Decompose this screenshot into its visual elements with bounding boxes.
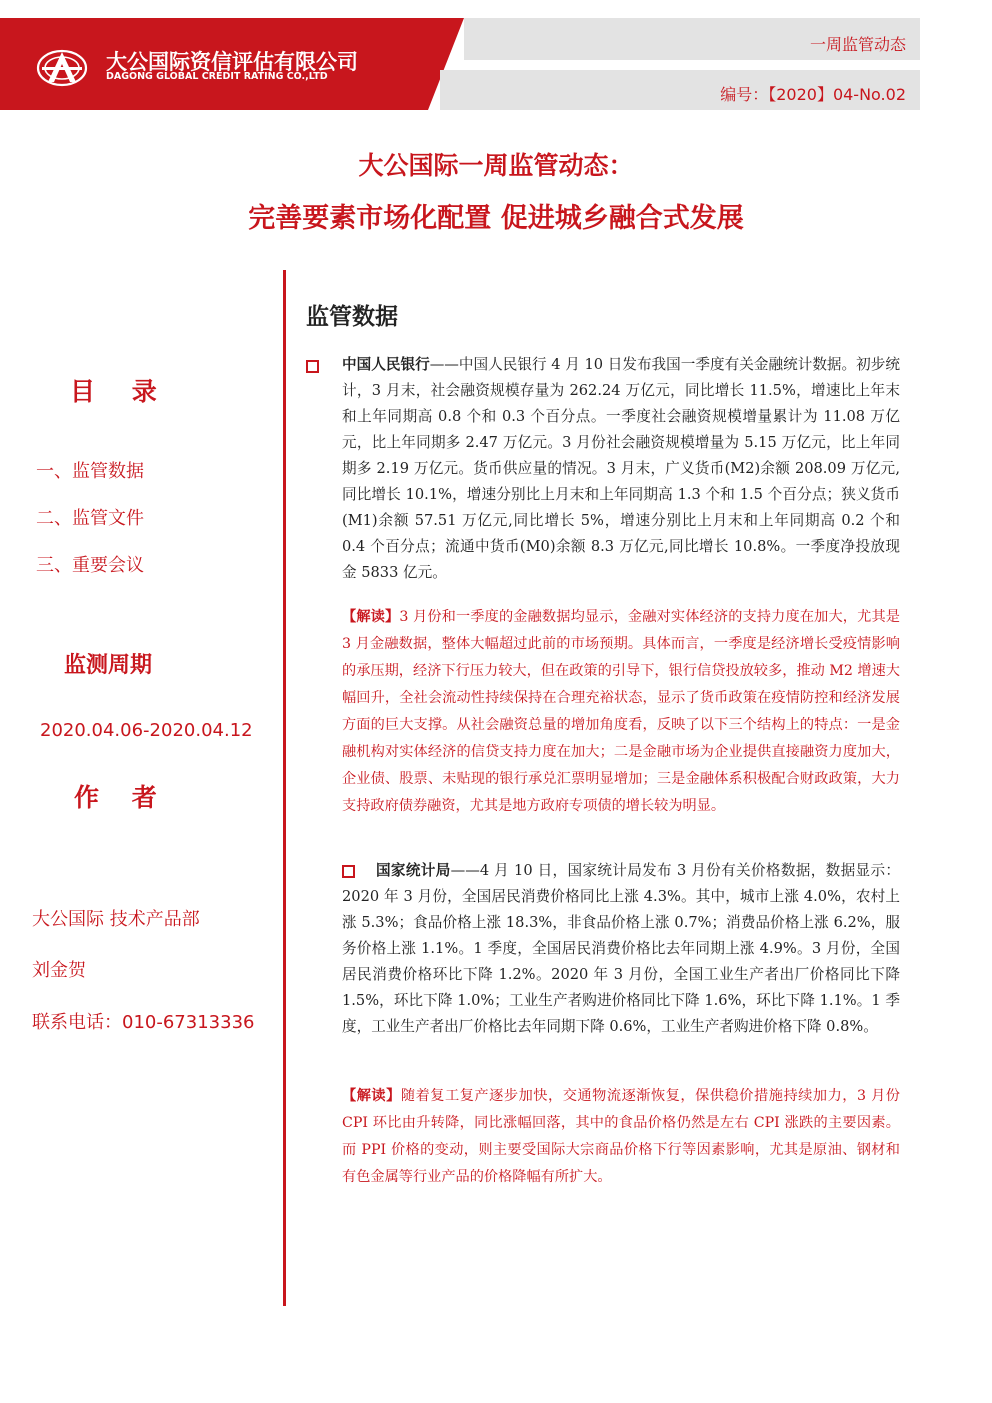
interpretation-text: 随着复工复产逐步加快，交通物流逐渐恢复，保供稳价措施持续加力，3 月份 CPI 环比由升转降，同比涨幅回落，其中的食品价格仍然是左右 CPI 涨跌的主要因素。而 PPI 价格的变动，则主要受国际大宗商品价格下行等因素影响，尤其是原油、钢材和有色金属等行业产品的价格降幅有所扩大。 — [342, 1088, 900, 1185]
interpretation-tag: 【解读】 — [342, 609, 400, 625]
issue-number: 编号：【2020】04-No.02 — [720, 85, 906, 104]
news-item-nbs — [342, 858, 900, 1040]
column-divider — [283, 270, 286, 1306]
news-text: ——中国人民银行 4 月 10 日发布我国一季度有关金融统计数据。初步统计，3 月末，社会融资规模存量为 262.24 万亿元，同比增长 11.5%，增速比上年末和上年同期高 0.8 个和 0.3 个百分点。一季度社会融资规模增量累计为 11.08 万亿元，比上年同期多 2.47 万亿元。3 月份社会融资规模增量为 5.15 万亿元，比上年同期多 2.19 万亿元。货币供应量的情况。3 月末，广义货币(M2)余额 208.09 万亿元,同比增长 10.1%，增速分别比上月末和上年同期高 1.3 个和 1.5 个百分点；狭义货币(M1)余额 57.51 万亿元,同比增长 5%，增速分别比上月末和上年同期高 0.2 个和 0.4 个百分点；流通中货币(M0)余额 8.3 万亿元,同比增长 10.8%。一季度净投放现金 5833 亿元。 — [342, 356, 900, 581]
toc-heading: 目 录 — [70, 377, 171, 406]
news-paragraph — [342, 352, 900, 586]
toc-item-important-meetings[interactable]: 三、重要会议 — [36, 555, 144, 576]
interpretation-tag: 【解读】 — [342, 1088, 401, 1104]
author-heading: 作 者 — [74, 783, 169, 812]
company-name-cn: 大公国际资信评估有限公司 — [106, 50, 358, 74]
period-heading: 监测周期 — [64, 653, 153, 678]
author-contact: 联系电话：010-67313336 — [32, 1012, 255, 1033]
news-item-pboc — [342, 352, 900, 586]
interpretation-pboc — [342, 604, 900, 820]
bullet-icon — [306, 360, 319, 373]
report-title-line1: 大公国际一周监管动态： — [358, 151, 634, 180]
interpretation-text: 3 月份和一季度的金融数据均显示，金融对实体经济的支持力度在加大，尤其是 3 月金融数据，整体大幅超过此前的市场预期。具体而言，一季度是经济增长受疫情影响的承压期，经济下行压力较大，但在政策的引导下，银行信贷投放较多，推动 M2 增速大幅回升，全社会流动性持续保持在合理充裕状态，显示了货币政策在疫情防控和经济发展方面的巨大支撑。从社会融资总量的增加角度看，反映了以下三个结构上的特点：一是金融机构对实体经济的信贷支持力度在加大；二是金融市场为企业提供直接融资力度加大，企业债、股票、未贴现的银行承兑汇票明显增加；三是金融体系积极配合财政政策，大力支持政府债券融资，尤其是地方政府专项债的增长较为明显。 — [342, 609, 900, 814]
section-title: 监管数据 — [306, 304, 398, 330]
author-department: 大公国际 技术产品部 — [32, 909, 200, 930]
toc-item-regulatory-documents[interactable]: 二、监管文件 — [36, 508, 144, 529]
news-paragraph — [342, 858, 900, 1040]
dagong-logo-icon — [36, 48, 88, 88]
toc-item-regulatory-data[interactable]: 一、监管数据 — [36, 461, 144, 482]
report-title-line2: 完善要素市场化配置 促进城乡融合式发展 — [248, 203, 744, 234]
company-name-en: DAGONG GLOBAL CREDIT RATING CO.,LTD — [106, 71, 328, 82]
interpretation-nbs — [342, 1083, 900, 1191]
series-name: 一周监管动态 — [809, 35, 906, 54]
period-range: 2020.04.06-2020.04.12 — [40, 720, 253, 741]
news-text: ——4 月 10 日，国家统计局发布 3 月份有关价格数据，数据显示：2020 年 3 月份，全国居民消费价格同比上涨 4.3%。其中，城市上涨 4.0%，农村上涨 5.3%；食品价格上涨 18.3%，非食品价格上涨 0.7%；消费品价格上涨 6.2%，服务价格上涨 1.1%。1 季度，全国居民消费价格比去年同期上涨 4.9%。3 月份，全国居民消费价格环比下降 1.2%。2020 年 3 月份，全国工业生产者出厂价格同比下降 1.5%，环比下降 1.0%；工业生产者购进价格同比下降 1.6%，环比下降 1.1%。1 季度，工业生产者出厂价格比去年同期下降 0.6%，工业生产者购进价格下降 0.8%。 — [342, 862, 900, 1035]
news-source: 中国人民银行 — [342, 356, 430, 373]
author-name: 刘金贺 — [32, 960, 86, 981]
news-source: 国家统计局 — [376, 862, 451, 879]
